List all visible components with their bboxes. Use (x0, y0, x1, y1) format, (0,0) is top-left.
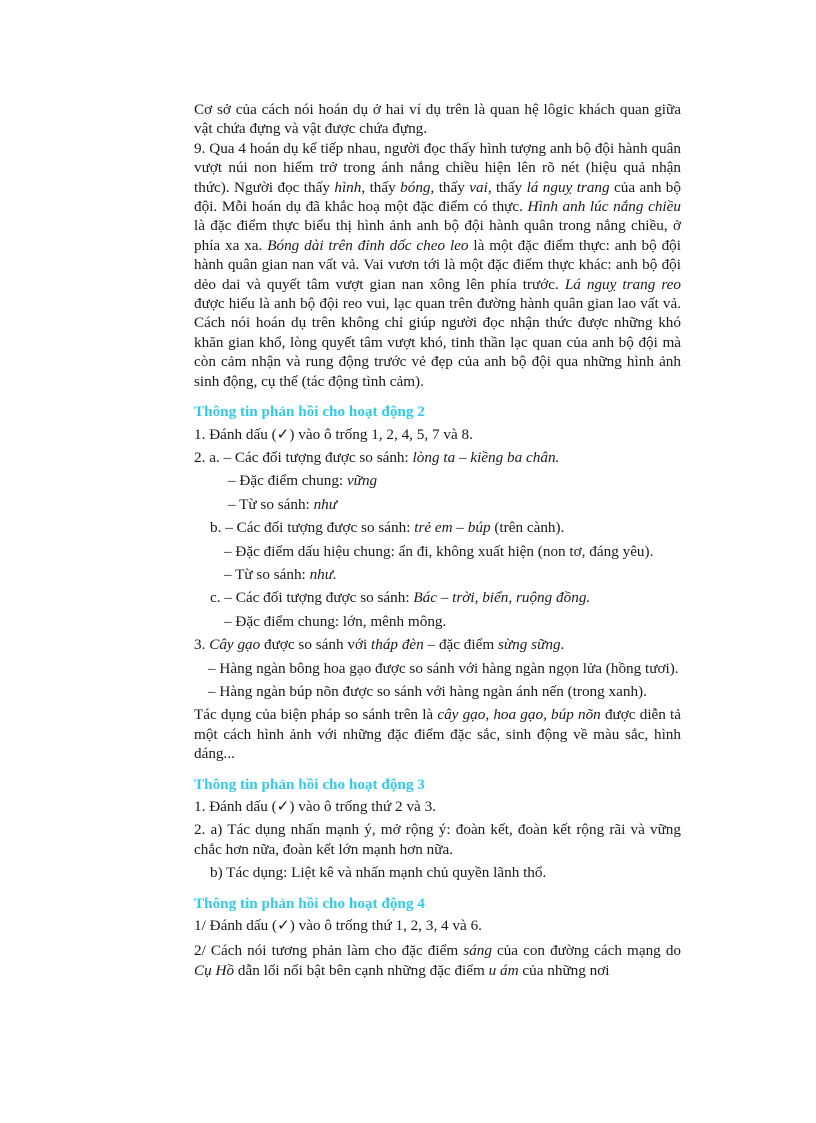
section-heading-activity-2: Thông tin phản hồi cho hoạt động 2 (194, 403, 425, 421)
item-9-paragraph: 9. Qua 4 hoán dụ kế tiếp nhau, người đọc thấy hình tượng anh bộ đội hành quân vượt núi non hiểm trở trong ánh nắng chiều hiện lên rõ nét (hiệu quả nhận thức). Người đọc thấy hình, thấy bóng, thấy vai, thấy lá nguỵ trang của anh bộ đội. Mỗi hoán dụ đã khắc hoạ một đặc điểm có thực. Hình anh lúc nắng chiều là đặc điểm thực biểu thị hình ảnh anh bộ đội hành quân trong nắng chiều, ở phía xa xa. Bóng dài trên đỉnh dốc cheo leo là một đặc điểm thực: anh bộ đội hành quân gian nan vất vả. Vai vươn tới là một đặc điểm thực khác: anh bộ đội dẻo dai và quyết tâm vượt gian nan xông lên phía trước. Lá nguỵ trang reo được hiểu là anh bộ đội reo vui, lạc quan trên đường hành quân gian lao vất vả. Cách nói hoán dụ trên không chỉ giúp người đọc nhận thức được những khó khăn gian khổ, lòng quyết tâm vượt khó, tinh thần lạc quan của anh bộ đội mà còn cảm nhận và rung động trước vẻ đẹp của anh bộ đội qua những hình ảnh sinh động, cụ thể (tác động tình cảm). (194, 139, 682, 390)
sec2-line-2b-feature: – Đặc điểm dấu hiệu chung: ẩn đi, không xuất hiện (non tơ, đáng yêu). (224, 542, 654, 560)
sec2-line-2c: c. – Các đối tượng được so sánh: Bác – trời, biển, ruộng đồng. (210, 589, 591, 607)
sec2-line-3-effect: Tác dụng của biện pháp so sánh trên là cây gạo, hoa gạo, búp nõn được diễn tả một cách hình ảnh với những đặc điểm đặc sắc, sinh động về màu sắc, hình dáng... (194, 706, 682, 763)
sec2-line-2c-feature: – Đặc điểm chung: lớn, mênh mông. (224, 612, 447, 630)
sec4-line-2: 2/ Cách nói tương phản làm cho đặc điểm sáng của con đường cách mạng do Cụ Hồ dẫn lối nổi bật bên cạnh những đặc điểm u ám của những nơi (194, 942, 682, 979)
intro-paragraph (194, 100, 681, 139)
sec3-line-2a: 2. a) Tác dụng nhấn mạnh ý, mở rộng ý: đoàn kết, đoàn kết rộng rãi và vững chắc hơn nữa, đoàn kết lớn mạnh hơn nữa. (194, 821, 681, 858)
sec2-line-2a-word: – Từ so sánh: như (228, 495, 338, 513)
section-heading-activity-3: Thông tin phản hồi cho hoạt động 3 (194, 775, 425, 793)
sec2-line-2a-feature: – Đặc điểm chung: vững (228, 472, 378, 490)
sec2-line-2b: b. – Các đối tượng được so sánh: trẻ em – búp (trên cành). (210, 519, 565, 537)
sec4-line-1: 1/ Đánh dấu (✓) vào ô trống thứ 1, 2, 3, 4 và 6. (194, 917, 482, 935)
section-heading-activity-4: Thông tin phản hồi cho hoạt động 4 (194, 894, 425, 912)
sec3-line-2b: b) Tác dụng: Liệt kê và nhấn mạnh chủ quyền lãnh thổ. (210, 864, 547, 882)
sec2-line-1: 1. Đánh dấu (✓) vào ô trống 1, 2, 4, 5, 7 và 8. (194, 425, 473, 443)
sec2-line-3: 3. Cây gạo được so sánh với tháp đèn – đặc điểm sừng sững. (194, 636, 565, 654)
sec2-line-3-bullet-1: – Hàng ngàn bông hoa gạo được so sánh với hàng ngàn ngọn lửa (hồng tươi). (208, 659, 679, 677)
document-page (194, 100, 681, 980)
sec3-line-1: 1. Đánh dấu (✓) vào ô trống thứ 2 và 3. (194, 798, 436, 815)
sec2-line-3-bullet-2: – Hàng ngàn búp nõn được so sánh với hàng ngàn ánh nến (trong xanh). (208, 682, 647, 700)
intro-text: Cơ sở của cách nói hoán dụ ở hai ví dụ trên là quan hệ lôgic khách quan giữa vật chứa đựng và vật được chứa đựng. (194, 101, 681, 138)
sec2-line-2a: 2. a. – Các đối tượng được so sánh: lòng ta – kiềng ba chân. (194, 448, 560, 466)
sec2-line-2b-word: – Từ so sánh: như. (224, 565, 337, 583)
